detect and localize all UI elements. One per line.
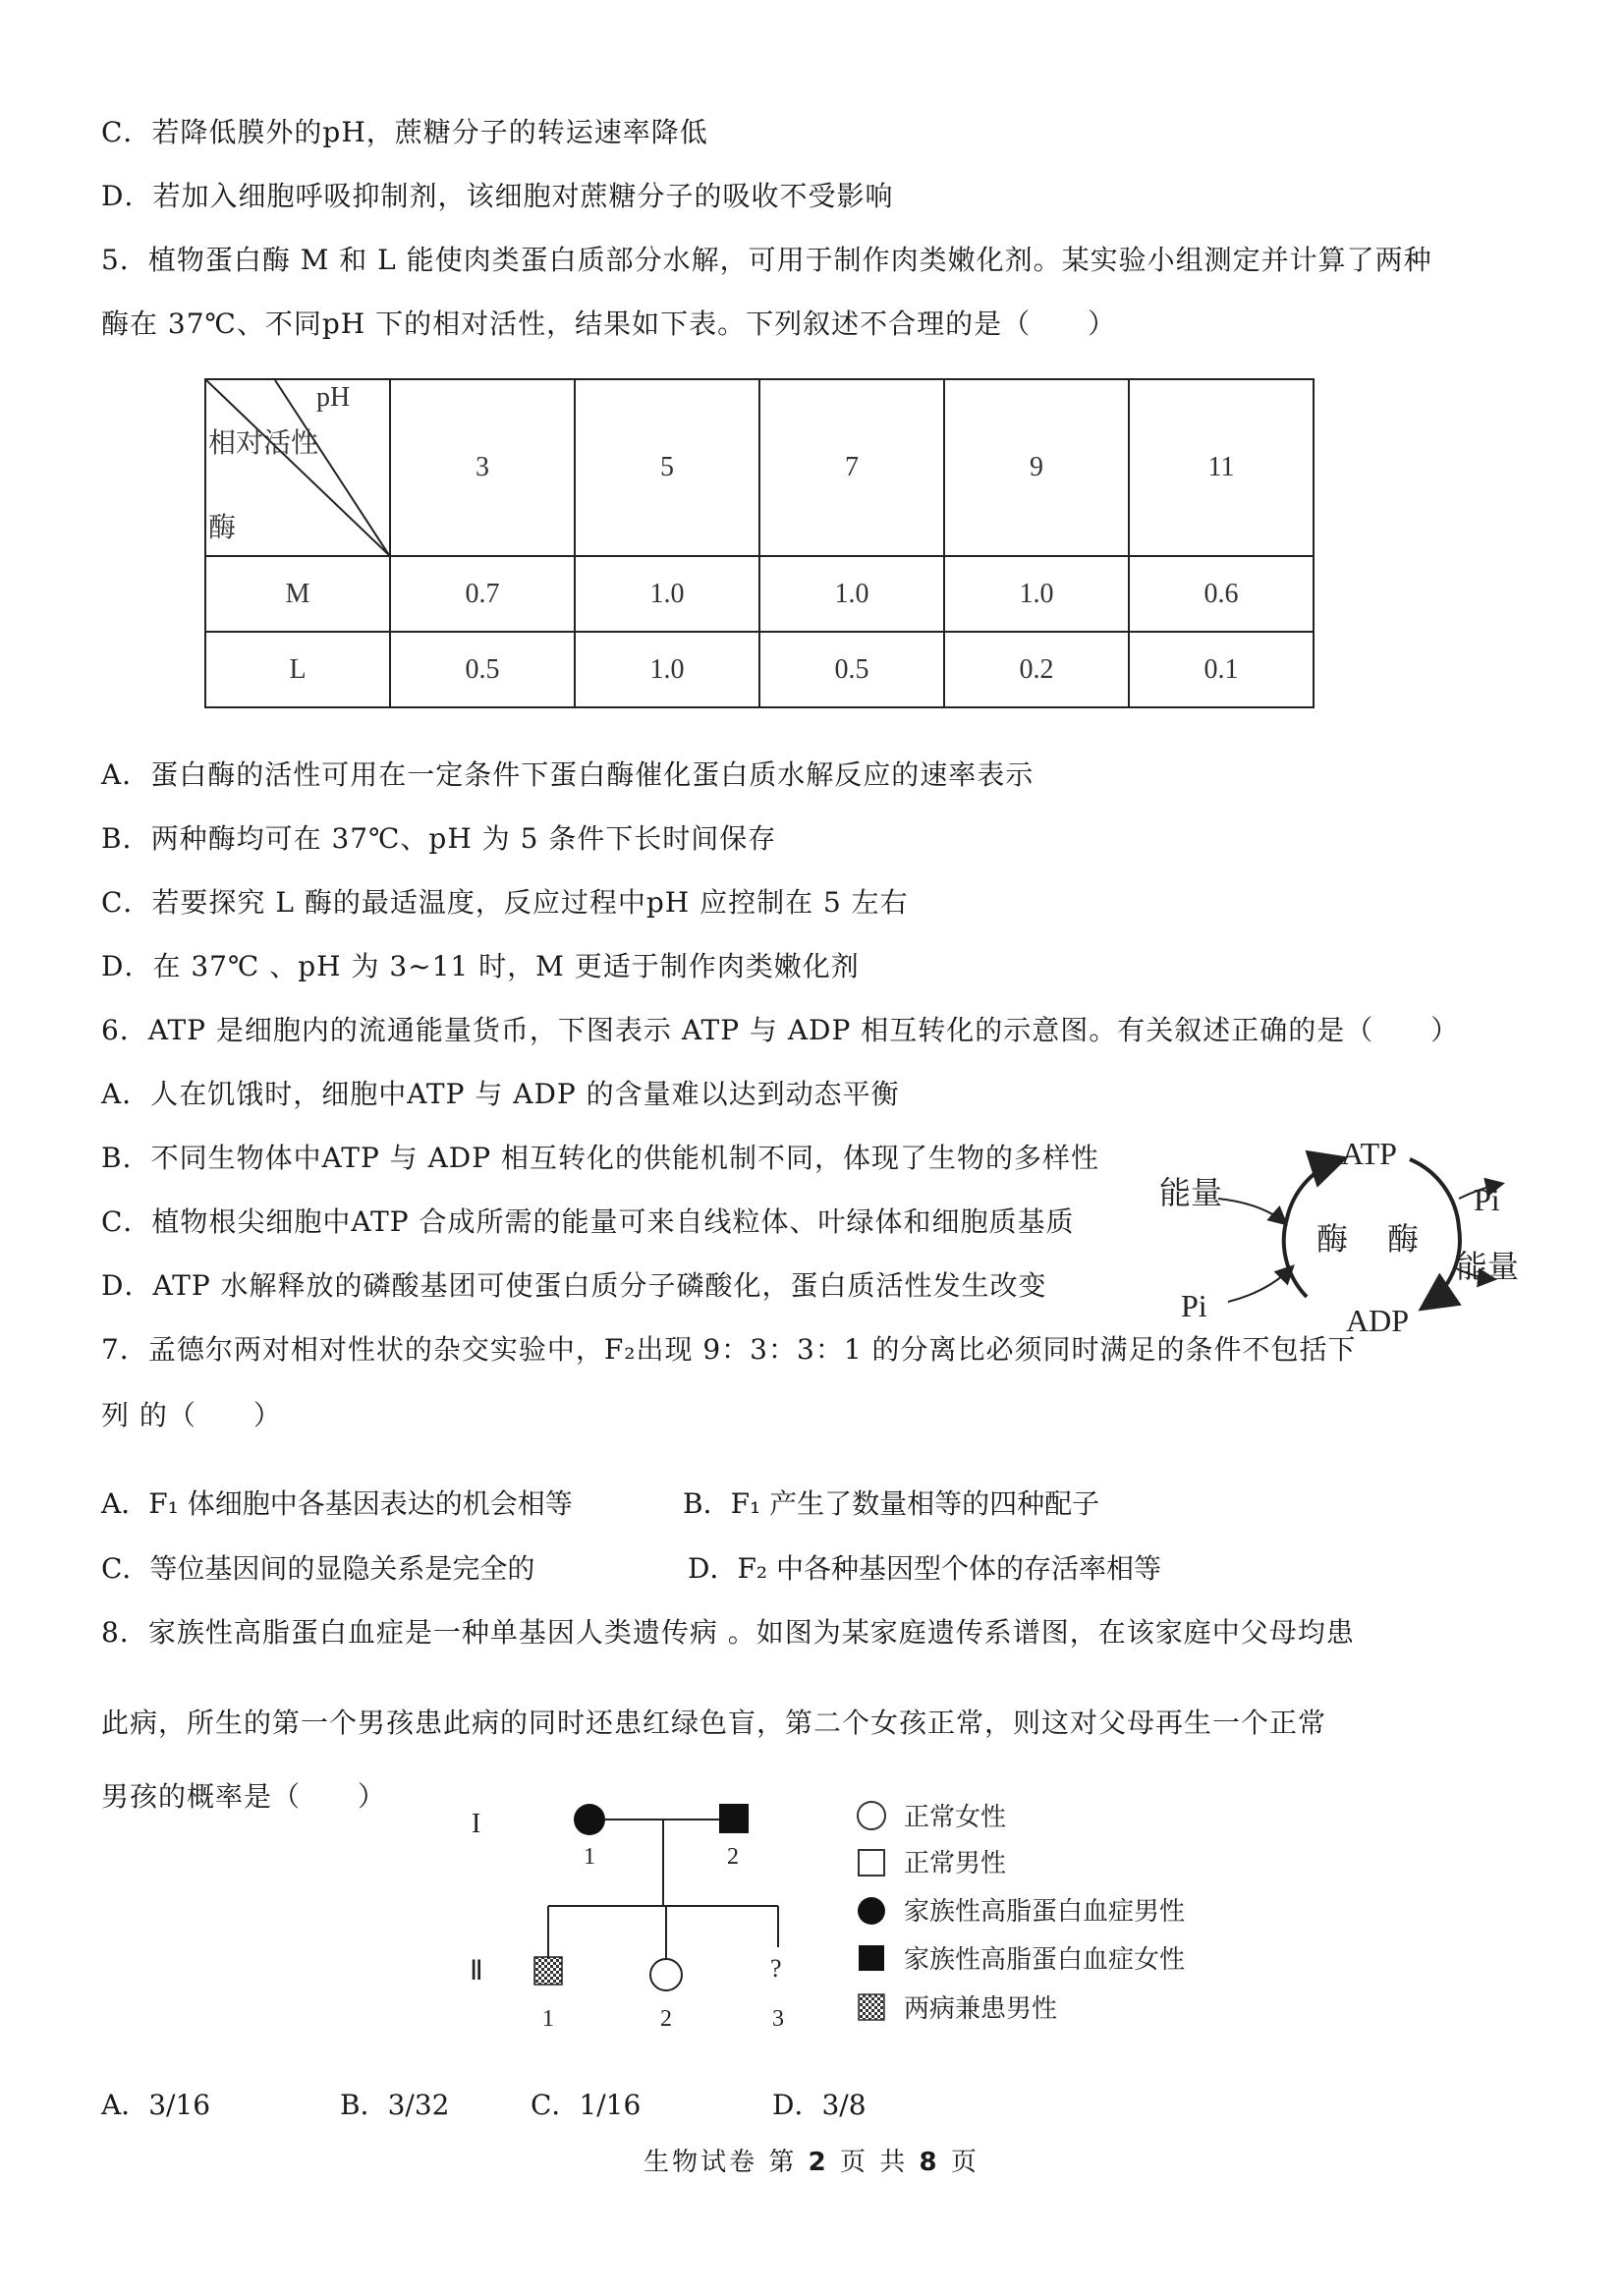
- q7-option-c: C．等位基因间的显隐关系是完全的: [101, 1552, 535, 1585]
- legend-label: 家族性高脂蛋白血症男性: [904, 1897, 1186, 1927]
- header-enzyme: 酶: [208, 513, 237, 543]
- header-activity: 相对活性: [208, 428, 319, 459]
- q8-option-d: D．3/8: [772, 2089, 867, 2121]
- enzyme-right-label: 酶: [1387, 1220, 1420, 1258]
- legend-label: 两病兼患男性: [904, 1994, 1058, 2024]
- q8-option-c: C．1/16: [531, 2089, 642, 2121]
- ii2-normal-female-symbol: [650, 1959, 682, 1990]
- q5-option-c: C．若要探究 L 酶的最适温度，反应过程中pH 应控制在 5 左右: [101, 886, 909, 919]
- ii1-number: 1: [542, 2006, 554, 2032]
- i2-affected-symbol: [719, 1804, 749, 1833]
- q6-option-c: C．植物根尖细胞中ATP 合成所需的能量可来自线粒体、叶绿体和细胞质基质: [101, 1205, 1075, 1238]
- ph-header-cell: 7: [759, 379, 944, 556]
- i2-number: 2: [727, 1844, 739, 1870]
- footer-page-label: 第: [768, 2148, 798, 2177]
- q8-option-a: A．3/16: [101, 2089, 211, 2121]
- q5-stem-line2: 酶在 37℃、不同pH 下的相对活性，结果如下表。下列叙述不合理的是（ ）: [101, 308, 1117, 340]
- q6-stem: 6．ATP 是细胞内的流通能量货币，下图表示 ATP 与 ADP 相互转化的示意图。有关叙述正确的是（ ）: [101, 1014, 1460, 1046]
- legend-both-diseases-symbol: [859, 1994, 884, 2020]
- q6-option-a: A．人在饥饿时，细胞中ATP 与 ADP 的含量难以达到动态平衡: [101, 1078, 900, 1110]
- generation-i-label: I: [472, 1809, 481, 1839]
- activity-cell: 0.7: [390, 556, 575, 632]
- adp-label: ADP: [1346, 1303, 1410, 1338]
- q7-stem-line2: 列 的（ ）: [101, 1399, 282, 1431]
- q7-stem-line1: 7．孟德尔两对相对性状的杂交实验中，F₂出现 9：3：3：1 的分离比必须同时满足的条件不包括下: [101, 1333, 1357, 1366]
- activity-cell: 1.0: [944, 556, 1129, 632]
- footer-page-number: 2: [808, 2148, 829, 2177]
- q5-stem-line1: 5．植物蛋白酶 M 和 L 能使肉类蛋白质部分水解，可用于制作肉类嫩化剂。某实验小组测定并计算了两种: [101, 244, 1432, 276]
- legend-label: 正常女性: [904, 1803, 1007, 1832]
- i1-affected-symbol: [574, 1804, 605, 1835]
- q4-option-c: C．若降低膜外的pH，蔗糖分子的转运速率降低: [101, 116, 708, 148]
- q7-option-b: B．F₁ 产生了数量相等的四种配子: [683, 1487, 1100, 1520]
- ph-header-cell: 11: [1129, 379, 1314, 556]
- atp-label: ATP: [1341, 1136, 1397, 1171]
- q7-option-a: A．F₁ 体细胞中各基因表达的机会相等: [101, 1487, 573, 1520]
- q8-stem-line1: 8．家族性高脂蛋白血症是一种单基因人类遗传病 。如图为某家庭遗传系谱图，在该家庭中父母均患: [101, 1616, 1355, 1649]
- energy-in-arrow: [1218, 1199, 1285, 1223]
- footer-page-label: 页: [950, 2148, 979, 2177]
- activity-cell: 0.1: [1129, 632, 1314, 707]
- activity-cell: 0.5: [759, 632, 944, 707]
- table-row: [205, 632, 1314, 707]
- q4-option-d: D．若加入细胞呼吸抑制剂，该细胞对蔗糖分子的吸收不受影响: [101, 180, 894, 212]
- generation-ii-label: Ⅱ: [470, 1956, 483, 1987]
- legend-affected-female-symbol: [859, 1945, 884, 1971]
- i1-number: 1: [584, 1844, 595, 1870]
- q8-option-b: B．3/32: [340, 2089, 450, 2121]
- ii3-unknown-symbol: ?: [770, 1954, 782, 1983]
- energy-in-label: 能量: [1159, 1174, 1223, 1211]
- q6-option-b: B．不同生物体中ATP 与 ADP 相互转化的供能机制不同，体现了生物的多样性: [101, 1142, 1099, 1174]
- q6-option-d: D．ATP 水解释放的磷酸基团可使蛋白质分子磷酸化，蛋白质活性发生改变: [101, 1269, 1047, 1302]
- enzyme-left-label: 酶: [1316, 1220, 1349, 1258]
- pi-in-label: Pi: [1181, 1288, 1207, 1323]
- activity-cell: 1.0: [759, 556, 944, 632]
- pi-out-label: Pi: [1474, 1182, 1500, 1217]
- energy-out-label: 能量: [1456, 1248, 1520, 1285]
- enzyme-name-cell: M: [205, 556, 390, 632]
- q8-stem-line3: 男孩的概率是（ ）: [101, 1780, 387, 1813]
- footer-subject: 生物试卷: [644, 2148, 758, 2177]
- q8-stem-line2: 此病，所生的第一个男孩患此病的同时还患红绿色盲，第二个女孩正常，则这对父母再生一个正常: [101, 1707, 1327, 1739]
- activity-cell: 0.2: [944, 632, 1129, 707]
- activity-cell: 1.0: [575, 632, 759, 707]
- activity-cell: 0.6: [1129, 556, 1314, 632]
- table-row: [205, 556, 1314, 632]
- header-ph: pH: [316, 382, 351, 413]
- footer-page-label: 页 共: [840, 2148, 909, 2177]
- table-corner-header: [205, 379, 390, 556]
- legend-affected-male-symbol: [858, 1897, 885, 1925]
- legend-label: 正常男性: [904, 1849, 1007, 1878]
- legend-normal-female-symbol: [858, 1802, 885, 1829]
- enzyme-activity-table: [204, 378, 1315, 708]
- ii1-both-diseases-symbol: [534, 1957, 562, 1985]
- ii3-number: 3: [772, 2006, 784, 2032]
- ii2-number: 2: [660, 2006, 672, 2032]
- q5-option-b: B．两种酶均可在 37℃、pH 为 5 条件下长时间保存: [101, 822, 777, 855]
- legend-normal-male-symbol: [859, 1850, 884, 1876]
- ph-header-cell: 3: [390, 379, 575, 556]
- legend-label: 家族性高脂蛋白血症女性: [904, 1945, 1186, 1975]
- atp-adp-cycle-diagram: [1159, 1130, 1552, 1341]
- ph-header-cell: 5: [575, 379, 759, 556]
- q7-option-d: D．F₂ 中各种基因型个体的存活率相等: [688, 1552, 1162, 1585]
- q5-option-d: D．在 37℃ 、pH 为 3~11 时，M 更适于制作肉类嫩化剂: [101, 950, 860, 982]
- q5-option-a: A．蛋白酶的活性可用在一定条件下蛋白酶催化蛋白质水解反应的速率表示: [101, 758, 1035, 791]
- activity-cell: 1.0: [575, 556, 759, 632]
- enzyme-name-cell: L: [205, 632, 390, 707]
- pedigree-chart: [462, 1788, 1238, 2044]
- ph-header-cell: 9: [944, 379, 1129, 556]
- pi-in-arrow: [1228, 1267, 1292, 1302]
- page-footer: [0, 2142, 1623, 2178]
- footer-page-total: 8: [919, 2148, 940, 2177]
- activity-cell: 0.5: [390, 632, 575, 707]
